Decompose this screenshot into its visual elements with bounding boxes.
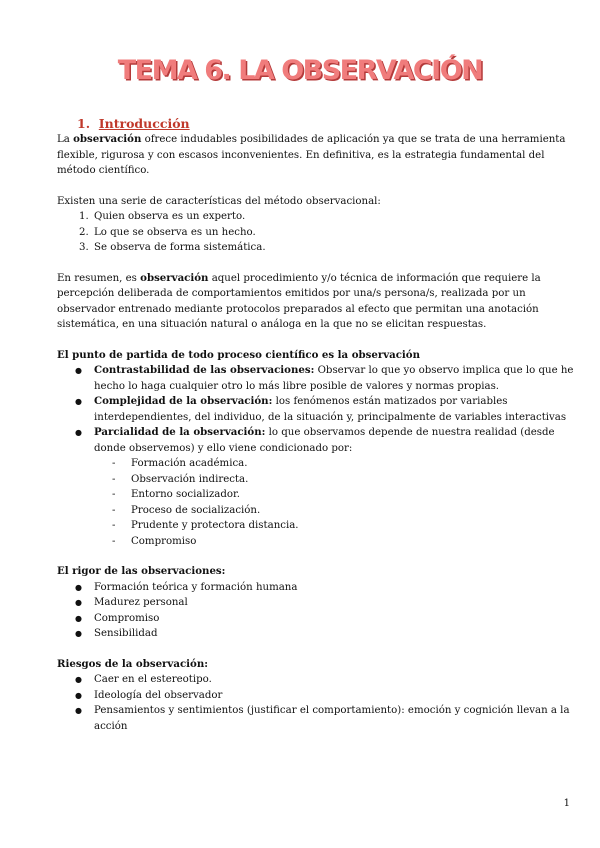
item-text: Observar lo que yo observo implica que lo que he hecho lo haga cualquier otro lo más libre posible de valores y normas propias.	[94, 365, 574, 392]
list-item	[57, 425, 577, 549]
section-number: 1.	[77, 116, 91, 131]
starting-point-list	[57, 363, 577, 549]
item-bold: Parcialidad de la observación:	[94, 426, 266, 438]
list-item: 3. Se observa de forma sistemática.	[92, 240, 577, 256]
page-number: 1	[563, 798, 570, 809]
risks-list	[57, 672, 577, 734]
summary-post: aquel procedimiento y/o técnica de información que requiere la percepción deliberada de comportamientos emitidos por una/s persona/s, realizada por un observador entrenado mediante protocolos preparados al efecto que permitan una anotación sistemática, en una situación natural o análoga en la que no se elicitan respuestas.	[57, 272, 541, 330]
sub-list-item: - Formación académica.	[57, 456, 577, 472]
intro-paragraph	[57, 132, 577, 179]
sub-list-item: - Compromiso	[57, 534, 577, 550]
section-heading	[77, 115, 577, 132]
document-body	[57, 115, 577, 734]
summary-bold: observación	[140, 271, 209, 284]
list-item: ● Compromiso	[57, 611, 577, 627]
page-title-text: TEMA 6. LA OBSERVACIÓN	[117, 55, 483, 86]
summary-paragraph	[57, 271, 577, 333]
list-item: ● Formación teórica y formación humana	[57, 580, 577, 596]
rigor-list	[57, 580, 577, 642]
characteristics-list	[57, 209, 577, 256]
list-item	[57, 363, 577, 394]
list-item: ● Madurez personal	[57, 595, 577, 611]
summary-pre: En resumen, es	[57, 272, 141, 284]
characteristics-lead: Existen una serie de características del método observacional:	[57, 195, 381, 207]
item-bold: Contrastabilidad de las observaciones:	[94, 364, 315, 376]
sub-list-item: - Observación indirecta.	[57, 472, 577, 488]
list-item: ● Pensamientos y sentimientos (justificar el comportamiento): emoción y cognición llevan a la acción	[57, 703, 577, 734]
page-title	[0, 55, 600, 86]
item-bold: Complejidad de la observación:	[94, 395, 273, 407]
list-item: 1. Quien observa es un experto.	[92, 209, 577, 225]
sub-list-item: - Proceso de socialización.	[57, 503, 577, 519]
sub-list-item: - Entorno socializador.	[57, 487, 577, 503]
list-item: ● Sensibilidad	[57, 626, 577, 642]
list-item: 2. Lo que se observa es un hecho.	[92, 225, 577, 241]
intro-pre: La	[57, 134, 74, 145]
list-item	[57, 394, 577, 425]
risks-heading: Riesgos de la observación:	[57, 657, 208, 670]
item-text: los fenómenos están matizados por variables interdependientes, del individuo, de la situación y, principalmente de variables interactivas	[94, 396, 567, 423]
intro-post: ofrece indudables posibilidades de aplicación ya que se trata de una herramienta flexible, rigurosa y con escasos inconvenientes. En definitiva, es la estrategia fundamental del método científico.	[57, 134, 566, 176]
list-item: ● Ideología del observador	[57, 688, 577, 704]
list-item: ● Caer en el estereotipo.	[57, 672, 577, 688]
rigor-heading: El rigor de las observaciones:	[57, 565, 226, 577]
item-text: lo que observamos depende de nuestra realidad (desde donde observemos) y ello viene condicionado por:	[94, 427, 555, 454]
section-heading-text: Introducción	[98, 116, 190, 131]
starting-point-heading: El punto de partida de todo proceso científico es la observación	[57, 348, 420, 361]
sub-list	[57, 456, 577, 549]
intro-bold: observación	[73, 133, 142, 145]
sub-list-item: - Prudente y protectora distancia.	[57, 518, 577, 534]
